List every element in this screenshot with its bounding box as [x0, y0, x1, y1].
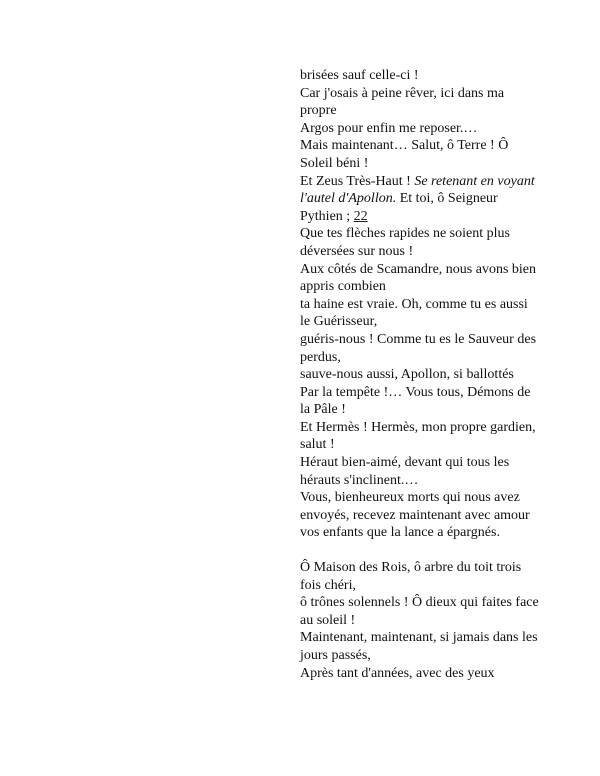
- verse-text: Et Zeus Très-Haut !: [300, 173, 415, 189]
- verse-line: Après tant d'années, avec des yeux: [300, 665, 495, 681]
- stanza-break: [300, 542, 540, 559]
- verse-line-zeus: [300, 173, 540, 226]
- verse-line: Héraut bien-aimé, devant qui tous les hérauts s'inclinent.…: [300, 455, 510, 488]
- verse-line: Argos pour enfin me reposer.…: [300, 120, 478, 136]
- verse-line: Que tes flèches rapides ne soient plus déversées sur nous !: [300, 226, 510, 259]
- verse-line: Car j'osais à peine rêver, ici dans ma propre: [300, 85, 505, 119]
- verse-line: ta haine est vraie. Oh, comme tu es aussi le Guérisseur,: [300, 296, 528, 330]
- verse-line: Par la tempête !… Vous tous, Démons de la Pâle !: [300, 384, 531, 418]
- verse-line: brisées sauf celle-ci !: [300, 68, 419, 83]
- stanza-1: [300, 67, 540, 542]
- verse-line: Maintenant, maintenant, si jamais dans les jours passés,: [300, 630, 538, 663]
- page-reference-link[interactable]: 22: [353, 208, 368, 224]
- verse-line: guéris-nous ! Comme tu es le Sauveur des perdus,: [300, 331, 537, 365]
- verse-text: Et toi, ô Seigneur Pythien ;: [300, 191, 498, 224]
- verse-line: Aux côtés de Scamandre, nous avons bien appris combien: [300, 261, 536, 295]
- verse-line: Mais maintenant… Salut, ô Terre ! Ô Soleil béni !: [300, 138, 509, 171]
- verse-line: Vous, bienheureux morts qui nous avez envoyés, recevez maintenant avec amour vos enfants que la lance a épargnés.: [300, 490, 530, 541]
- stanza-2: [300, 559, 540, 682]
- verse-line: Et Hermès ! Hermès, mon propre gardien, salut !: [300, 419, 536, 453]
- poem-text-column: [300, 67, 540, 682]
- verse-line: sauve-nous aussi, Apollon, si ballottés: [300, 367, 514, 383]
- stage-direction: Se retenant en voyant l'autel d'Apollon.: [300, 173, 535, 207]
- verse-line: Ô Maison des Rois, ô arbre du toit trois fois chéri,: [300, 560, 522, 593]
- verse-line: ô trônes solennels ! Ô dieux qui faites face au soleil !: [300, 595, 539, 628]
